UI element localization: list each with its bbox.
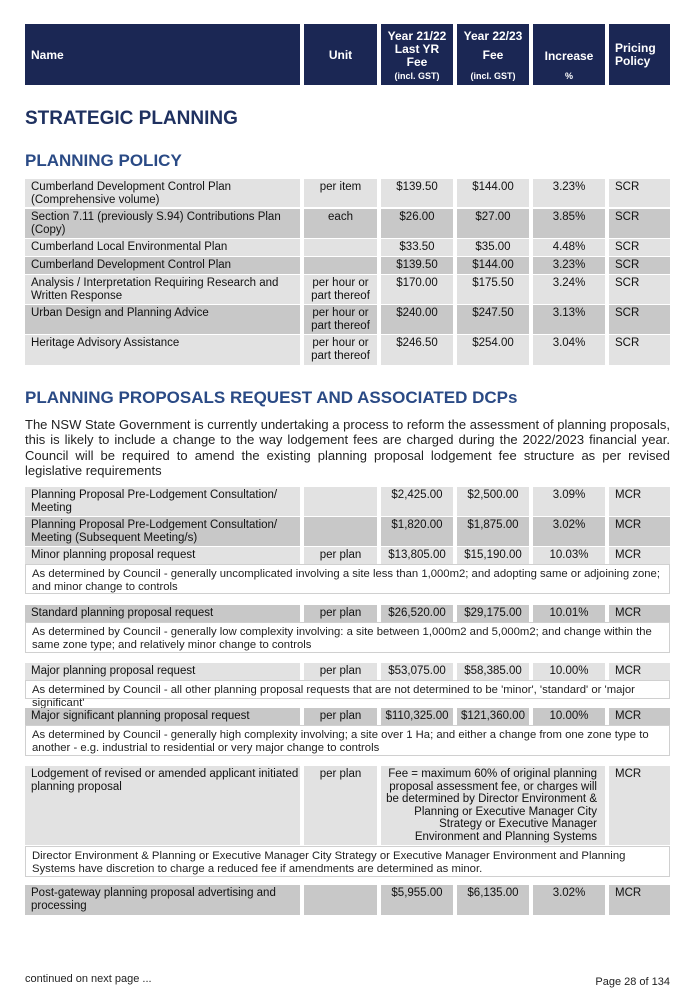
table-row [25, 605, 670, 622]
row-unit [304, 885, 377, 915]
row-prev-fee: $26,520.00 [381, 605, 453, 622]
header-increase-unit: % [564, 71, 573, 81]
row-increase: 3.13% [533, 305, 605, 334]
row-curr-fee: $58,385.00 [457, 663, 529, 680]
row-unit: per hour or part thereof [304, 305, 377, 334]
row-unit: per plan [304, 605, 377, 622]
row-unit: per plan [304, 663, 377, 680]
header-prev-year [381, 24, 453, 85]
row-note-standard: As determined by Council - generally low complexity involving: a site between 1,000m2 and 5,000m2; and change within the same zone type; and relatively minor change to controls [25, 622, 670, 653]
row-prev-fee: $5,955.00 [381, 885, 453, 915]
row-policy: MCR [609, 885, 670, 915]
row-curr-fee: $254.00 [457, 335, 529, 365]
table-row [25, 275, 670, 304]
row-increase: 10.00% [533, 708, 605, 725]
section-heading: STRATEGIC PLANNING [25, 108, 238, 129]
row-unit: per hour or part thereof [304, 275, 377, 304]
table-row [25, 487, 670, 516]
row-policy: MCR [609, 766, 670, 845]
table-row [25, 708, 670, 725]
row-prev-fee: $246.50 [381, 335, 453, 365]
header-increase [533, 24, 605, 85]
row-prev-fee: $2,425.00 [381, 487, 453, 516]
header-prev-year-label: Year 21/22 [387, 29, 447, 43]
table-row [25, 335, 670, 365]
row-policy: SCR [609, 179, 670, 207]
header-policy [609, 24, 670, 85]
row-policy: SCR [609, 335, 670, 365]
proposals-intro-paragraph: The NSW State Government is currently undertaking a process to reform the assessment of planning proposals, this is likely to include a change to the way lodgement fees are charged during the 2022/2023 financial year. Council will be required to amend the existing planning proposal lodgement fee structure as per revised legislative requirements [25, 417, 670, 478]
row-policy: MCR [609, 708, 670, 725]
row-prev-fee: $139.50 [381, 179, 453, 207]
row-unit: per plan [304, 547, 377, 564]
row-curr-fee: $247.50 [457, 305, 529, 334]
row-name: Section 7.11 (previously S.94) Contributions Plan (Copy) [25, 209, 300, 238]
header-prev-gst: (incl. GST) [394, 71, 440, 81]
row-note-minor: As determined by Council - generally uncomplicated involving a site less than 1,000m2; and adopting same or adjoining zone; and minor change to controls [25, 564, 670, 594]
row-name: Planning Proposal Pre-Lodgement Consultation/ Meeting (Subsequent Meeting/s) [25, 517, 300, 546]
row-prev-fee: $139.50 [381, 257, 453, 274]
row-prev-fee: $240.00 [381, 305, 453, 334]
table-row [25, 239, 670, 256]
row-increase: 10.00% [533, 663, 605, 680]
table-row [25, 766, 670, 845]
row-policy: SCR [609, 239, 670, 256]
row-increase: 3.02% [533, 517, 605, 546]
header-curr-gst: (incl. GST) [470, 71, 516, 81]
row-unit [304, 517, 377, 546]
row-name: Cumberland Local Environmental Plan [25, 239, 300, 256]
table-row [25, 517, 670, 546]
row-unit: per plan [304, 766, 377, 845]
header-policy-line2: Policy [615, 53, 651, 68]
row-curr-fee: $144.00 [457, 179, 529, 207]
row-curr-fee: $27.00 [457, 209, 529, 238]
row-name: Post-gateway planning proposal advertising and processing [25, 885, 300, 915]
header-name: Name [25, 24, 300, 85]
row-name: Urban Design and Planning Advice [25, 305, 300, 334]
row-name: Cumberland Development Control Plan (Comprehensive volume) [25, 179, 300, 207]
row-curr-fee: $6,135.00 [457, 885, 529, 915]
row-increase: 3.24% [533, 275, 605, 304]
header-curr-sub: Fee [482, 48, 504, 62]
row-increase: 3.23% [533, 257, 605, 274]
row-name: Standard planning proposal request [25, 605, 300, 622]
table-header [25, 24, 670, 85]
table-row [25, 663, 670, 680]
row-increase: 3.04% [533, 335, 605, 365]
row-name: Lodgement of revised or amended applicant initiated planning proposal [25, 766, 300, 845]
page-number: Page 28 of 134 [595, 976, 670, 988]
row-prev-fee: $26.00 [381, 209, 453, 238]
row-curr-fee: $15,190.00 [457, 547, 529, 564]
row-increase: 10.01% [533, 605, 605, 622]
row-increase: 10.03% [533, 547, 605, 564]
row-curr-fee: $121,360.00 [457, 708, 529, 725]
row-unit: per plan [304, 708, 377, 725]
subsection-heading-proposals: PLANNING PROPOSALS REQUEST AND ASSOCIATED DCPs [25, 388, 518, 407]
header-increase-label: Increase [544, 49, 594, 63]
header-unit: Unit [304, 24, 377, 85]
row-policy: MCR [609, 487, 670, 516]
row-increase: 3.85% [533, 209, 605, 238]
table-row [25, 885, 670, 915]
row-unit [304, 257, 377, 274]
row-prev-fee: $13,805.00 [381, 547, 453, 564]
row-name: Planning Proposal Pre-Lodgement Consultation/ Meeting [25, 487, 300, 516]
row-note-revised: Director Environment & Planning or Executive Manager City Strategy or Executive Manager Environment and Planning Systems have discretion to charge a reduced fee if amendments are determined as minor. [25, 846, 670, 877]
header-curr-year-label: Year 22/23 [463, 29, 523, 43]
row-policy: SCR [609, 305, 670, 334]
row-curr-fee: $1,875.00 [457, 517, 529, 546]
row-policy: MCR [609, 663, 670, 680]
row-fee-text: Fee = maximum 60% of original planning proposal assessment fee, or charges will be determined by Director Environment & Planning or Executive Manager City Strategy or Executive Manager Environment and Planning Systems [381, 766, 605, 845]
row-name: Major planning proposal request [25, 663, 300, 680]
row-unit: each [304, 209, 377, 238]
row-unit: per hour or part thereof [304, 335, 377, 365]
header-policy-line1: Pricing [615, 40, 656, 55]
continued-note: continued on next page ... [25, 973, 152, 985]
row-increase: 4.48% [533, 239, 605, 256]
row-increase: 3.09% [533, 487, 605, 516]
row-curr-fee: $175.50 [457, 275, 529, 304]
table-row [25, 305, 670, 334]
row-increase: 3.02% [533, 885, 605, 915]
row-prev-fee: $170.00 [381, 275, 453, 304]
row-increase: 3.23% [533, 179, 605, 207]
header-curr-year [457, 24, 529, 85]
row-curr-fee: $2,500.00 [457, 487, 529, 516]
row-note-major: As determined by Council - all other planning proposal requests that are not determined to be 'minor', 'standard' or 'major significant' [25, 680, 670, 699]
row-curr-fee: $35.00 [457, 239, 529, 256]
header-prev-sub: Last YR Fee [394, 42, 440, 69]
row-policy: MCR [609, 517, 670, 546]
row-name: Heritage Advisory Assistance [25, 335, 300, 365]
row-name: Minor planning proposal request [25, 547, 300, 564]
row-note-major-significant: As determined by Council - generally high complexity involving; a site over 1 Ha; and either a change from one zone type to another - e.g. industrial to residential or very major change to controls [25, 725, 670, 756]
row-name: Cumberland Development Control Plan [25, 257, 300, 274]
table-row [25, 179, 670, 207]
table-row [25, 547, 670, 564]
row-prev-fee: $53,075.00 [381, 663, 453, 680]
row-policy: SCR [609, 275, 670, 304]
table-row [25, 257, 670, 274]
row-prev-fee: $1,820.00 [381, 517, 453, 546]
row-name: Analysis / Interpretation Requiring Research and Written Response [25, 275, 300, 304]
row-curr-fee: $144.00 [457, 257, 529, 274]
row-policy: SCR [609, 209, 670, 238]
row-unit: per item [304, 179, 377, 207]
table-row [25, 209, 670, 238]
subsection-heading-policy: PLANNING POLICY [25, 151, 182, 170]
row-policy: MCR [609, 605, 670, 622]
row-unit [304, 487, 377, 516]
row-policy: SCR [609, 257, 670, 274]
row-prev-fee: $110,325.00 [381, 708, 453, 725]
row-curr-fee: $29,175.00 [457, 605, 529, 622]
row-prev-fee: $33.50 [381, 239, 453, 256]
row-policy: MCR [609, 547, 670, 564]
row-name: Major significant planning proposal request [25, 708, 300, 725]
row-unit [304, 239, 377, 256]
